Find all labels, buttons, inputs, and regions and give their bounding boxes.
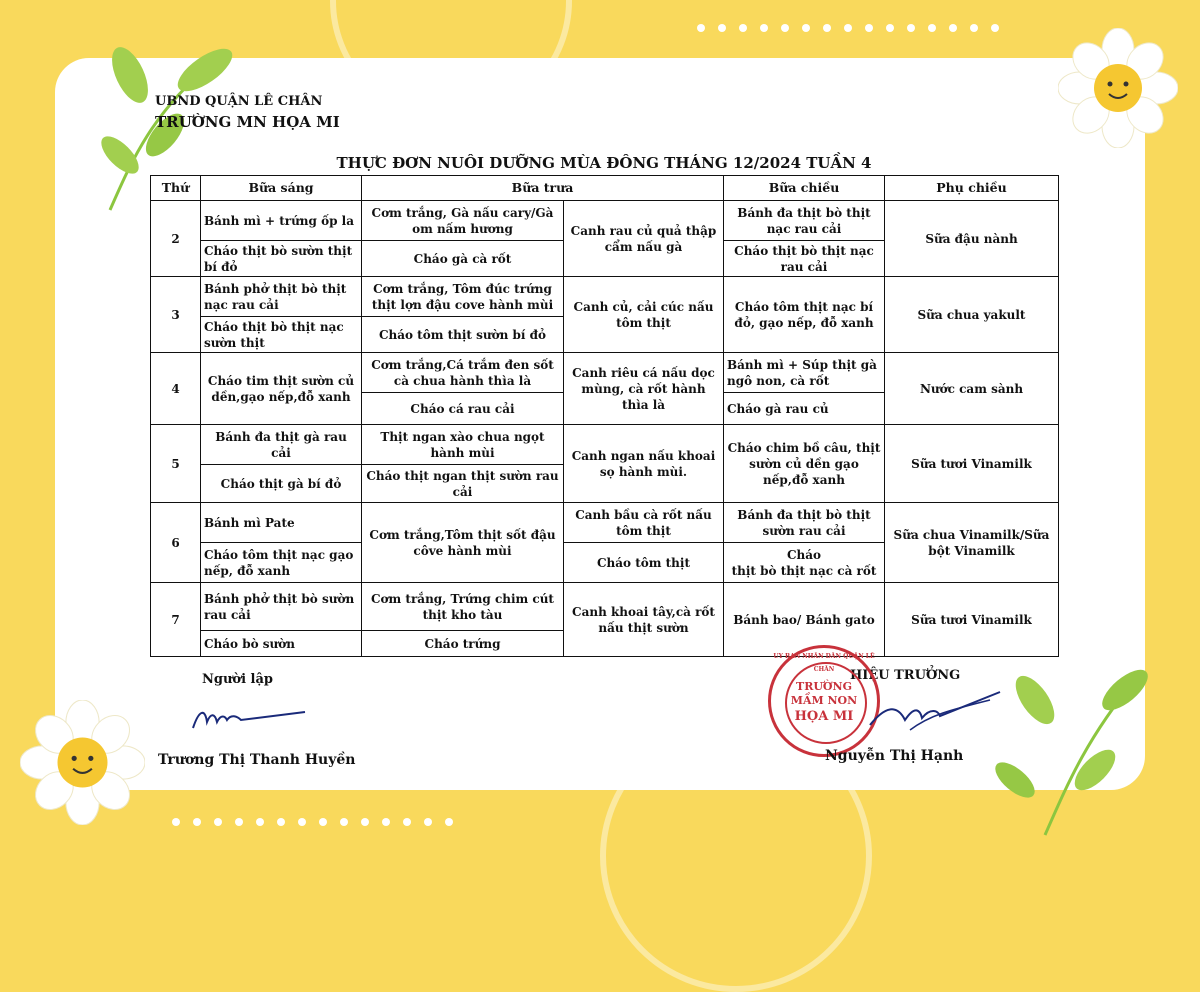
smiling-flower-icon <box>20 700 145 825</box>
soup-cell: Canh ngan nấu khoai sọ hành mùi. <box>564 425 724 503</box>
lunch-cell: Cơm trắng, Trứng chim cút thịt kho tàu <box>362 583 564 631</box>
breakfast-cell: Cháo thịt bò thịt nạc sườn thịt <box>201 317 362 353</box>
breakfast-cell: Bánh phở thịt bò thịt nạc rau cải <box>201 277 362 317</box>
breakfast-cell: Bánh phở thịt bò sườn rau cải <box>201 583 362 631</box>
soup-cell: Canh khoai tây,cà rốt nấu thịt sườn <box>564 583 724 657</box>
menu-title: THỰC ĐƠN NUÔI DƯỠNG MÙA ĐÔNG THÁNG 12/2024 TUẦN 4 <box>336 154 872 172</box>
breakfast-cell: Bánh mì + trứng ốp la <box>201 201 362 241</box>
menu-table <box>150 175 1059 657</box>
lunch-cell: Cơm trắng,Cá trắm đen sốt cà chua hành thìa là <box>362 353 564 393</box>
soup-cell: Cháo tôm thịt <box>564 543 724 583</box>
table-header-row <box>151 176 1059 201</box>
day-cell: 7 <box>151 583 201 657</box>
dinner-line: thịt bò thịt nạc cà rốt <box>731 563 877 578</box>
table-row <box>151 277 1059 317</box>
breakfast-cell: Cháo thịt gà bí đỏ <box>201 465 362 503</box>
table-row <box>151 583 1059 631</box>
school-header <box>155 92 340 132</box>
dinner-cell: Bánh bao/ Bánh gato <box>724 583 885 657</box>
preparer-title: Người lập <box>202 672 274 687</box>
decor-dots-bottom <box>172 818 453 826</box>
lunch-cell: Cháo thịt ngan thịt sườn rau cải <box>362 465 564 503</box>
header-snack: Phụ chiều <box>885 176 1059 201</box>
header-dinner: Bữa chiều <box>724 176 885 201</box>
breakfast-cell: Cháo thịt bò sườn thịt bí đỏ <box>201 241 362 277</box>
breakfast-cell: Cháo tim thịt sườn củ dền,gạo nếp,đỗ xanh <box>201 353 362 425</box>
dinner-cell: Cháo gà rau củ <box>724 393 885 425</box>
day-cell: 2 <box>151 201 201 277</box>
breakfast-cell: Bánh đa thịt gà rau cải <box>201 425 362 465</box>
dinner-cell: Cháo tôm thịt nạc bí đỏ, gạo nếp, đỗ xanh <box>724 277 885 353</box>
breakfast-cell: Bánh mì Pate <box>201 503 362 543</box>
breakfast-cell: Cháo bò sườn <box>201 631 362 657</box>
snack-cell: Sữa chua Vinamilk/Sữa bột Vinamilk <box>885 503 1059 583</box>
lunch-cell: Cơm trắng, Tôm đúc trứng thịt lợn đậu cove hành mùi <box>362 277 564 317</box>
lunch-cell: Cơm trắng, Gà nấu cary/Gà om nấm hương <box>362 201 564 241</box>
soup-cell: Canh rau củ quả thập cẩm nấu gà <box>564 201 724 277</box>
lunch-cell: Cháo cá rau cải <box>362 393 564 425</box>
header-day: Thứ <box>151 176 201 201</box>
stamp-line: HỌA MI <box>794 709 854 724</box>
dinner-cell: Cháo chim bồ câu, thịt sườn củ dền gạo nếp,đỗ xanh <box>724 425 885 503</box>
table-row <box>151 201 1059 241</box>
snack-cell: Sữa tươi Vinamilk <box>885 583 1059 657</box>
table-row <box>151 503 1059 543</box>
snack-cell: Nước cam sành <box>885 353 1059 425</box>
dinner-cell: Bánh đa thịt bò thịt nạc rau cải <box>724 201 885 241</box>
stamp-ring-text: UY BAN NHÂN DÂN QUẬN LÊ CHÂN <box>773 653 875 673</box>
snack-cell: Sữa tươi Vinamilk <box>885 425 1059 503</box>
preparer-signature <box>185 700 315 740</box>
snack-cell: Sữa đậu nành <box>885 201 1059 277</box>
district-name: UBND QUẬN LÊ CHÂN <box>155 94 323 109</box>
dinner-cell: Bánh đa thịt bò thịt sườn rau cải <box>724 503 885 543</box>
smiling-flower-icon <box>1058 28 1178 148</box>
school-name: TRƯỜNG MN HỌA MI <box>155 113 340 131</box>
lunch-cell: Cháo tôm thịt sườn bí đỏ <box>362 317 564 353</box>
preparer-name: Trương Thị Thanh Huyền <box>158 752 356 768</box>
lunch-cell: Thịt ngan xào chua ngọt hành mùi <box>362 425 564 465</box>
header-lunch: Bữa trưa <box>362 176 724 201</box>
header-breakfast: Bữa sáng <box>201 176 362 201</box>
principal-signature <box>860 680 1010 740</box>
snack-cell: Sữa chua yakult <box>885 277 1059 353</box>
dinner-cell <box>724 543 885 583</box>
dinner-cell: Cháo thịt bò thịt nạc rau cải <box>724 241 885 277</box>
day-cell: 4 <box>151 353 201 425</box>
lunch-cell: Cháo trứng <box>362 631 564 657</box>
soup-cell: Canh bầu cà rốt nấu tôm thịt <box>564 503 724 543</box>
breakfast-cell: Cháo tôm thịt nạc gạo nếp, đỗ xanh <box>201 543 362 583</box>
dinner-cell: Bánh mì + Súp thịt gà ngô non, cà rốt <box>724 353 885 393</box>
lunch-cell: Cháo gà cà rốt <box>362 241 564 277</box>
table-row <box>151 425 1059 465</box>
soup-cell: Canh củ, cải cúc nấu tôm thịt <box>564 277 724 353</box>
day-cell: 3 <box>151 277 201 353</box>
principal-name: Nguyễn Thị Hạnh <box>825 748 964 764</box>
table-row <box>151 353 1059 393</box>
principal-title: HIỆU TRƯỞNG <box>850 668 961 683</box>
stamp-line: MẦM NON <box>790 694 858 707</box>
lunch-cell: Cơm trắng,Tôm thịt sốt đậu côve hành mùi <box>362 503 564 583</box>
day-cell: 5 <box>151 425 201 503</box>
stamp-line: TRƯỜNG <box>796 680 852 693</box>
decor-dots-top <box>697 24 999 32</box>
day-cell: 6 <box>151 503 201 583</box>
dinner-line: Cháo <box>786 547 822 562</box>
soup-cell: Canh riêu cá nấu dọc mùng, cà rốt hành thìa là <box>564 353 724 425</box>
